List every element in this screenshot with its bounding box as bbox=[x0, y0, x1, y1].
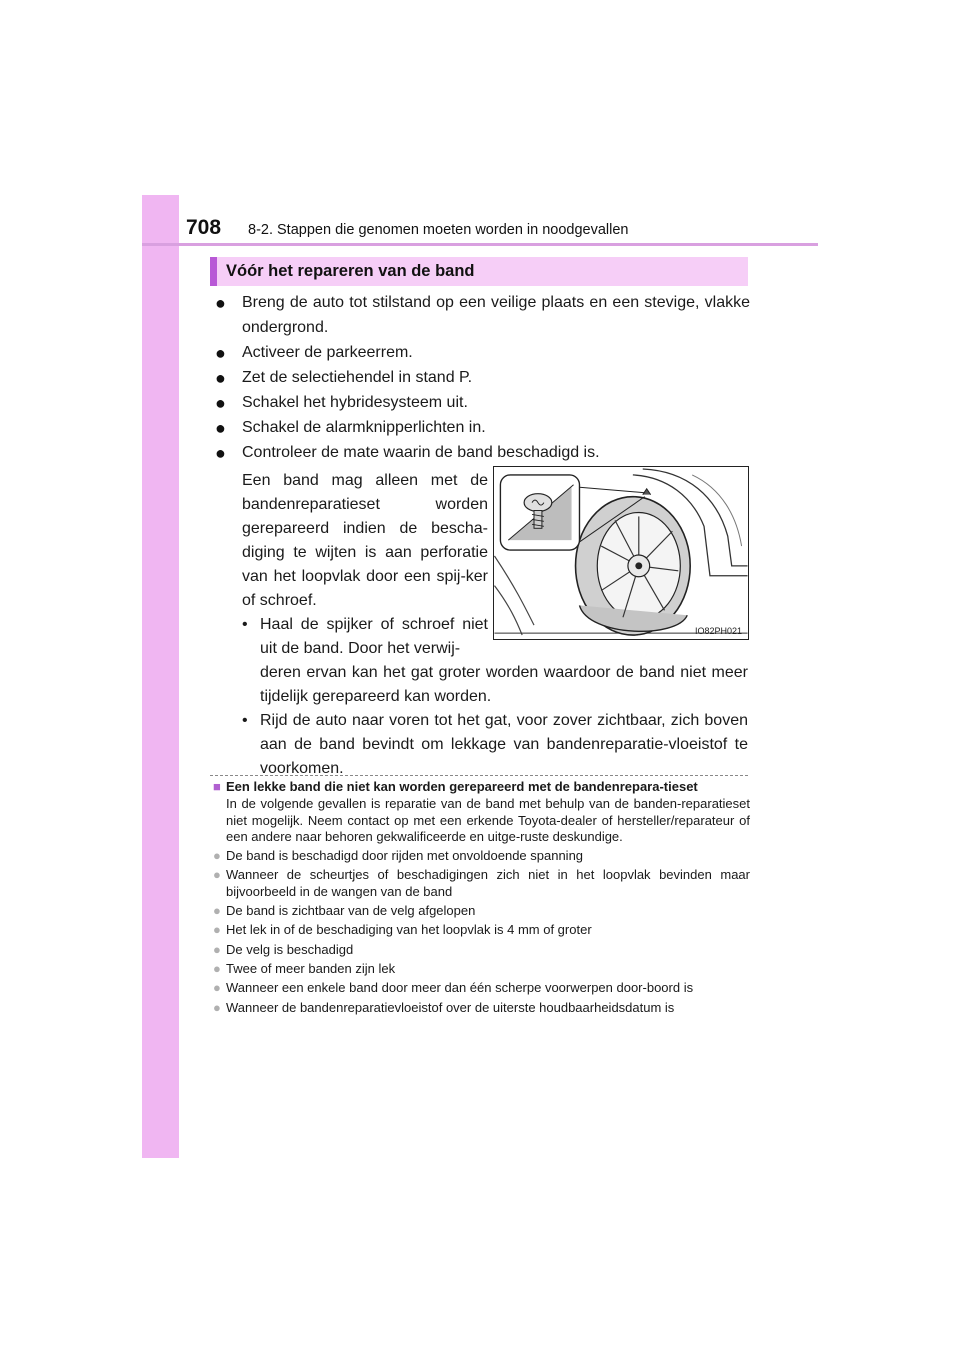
sub-item-remove-nail-continued: deren ervan kan het gat groter worden waardoor de band niet meer tijdelijk gerepareerd kan worden. bbox=[260, 664, 748, 705]
bullet-icon: ● bbox=[213, 980, 221, 996]
section-divider bbox=[210, 775, 748, 776]
sub-bullet-icon: • bbox=[242, 616, 248, 633]
note-list bbox=[213, 848, 750, 1016]
list-item: ● Activeer de parkeerrem. bbox=[215, 341, 750, 366]
list-item: ● Wanneer de bandenreparatievloeistof over de uiterste houdbaarheidsdatum is bbox=[213, 999, 675, 1015]
chapter-side-strip bbox=[142, 195, 179, 1158]
header-rule bbox=[142, 243, 818, 246]
list-item: ● Schakel de alarmknipperlichten in. bbox=[215, 416, 750, 441]
list-item: ● Schakel het hybridesysteem uit. bbox=[215, 391, 750, 416]
list-item: ● Zet de selectiehendel in stand P. bbox=[215, 366, 750, 391]
bullet-icon: ● bbox=[215, 392, 226, 413]
bullet-icon: ● bbox=[213, 867, 221, 883]
list-item: ● De band is beschadigd door rijden met onvoldoende spanning bbox=[213, 848, 584, 864]
list-item: ● Breng de auto tot stilstand op een veilige plaats en een stevige, vlakke ondergrond. bbox=[215, 293, 750, 336]
tire-illustration-svg bbox=[494, 467, 748, 639]
bullet-icon: ● bbox=[213, 922, 221, 938]
bullet-icon: ● bbox=[215, 442, 226, 463]
note-block bbox=[213, 779, 750, 1019]
bullet-icon: ● bbox=[215, 342, 226, 363]
repair-condition-text: Een band mag alleen met de bandenreparatieset worden gerepareerd indien de bescha-diging te wijten is aan perforatie van het loopvlak door een spij-ker of schroef. bbox=[242, 472, 488, 609]
bullet-icon: ● bbox=[213, 903, 221, 919]
list-item: ● Het lek in of de beschadiging van het loopvlak is 4 mm of groter bbox=[213, 922, 592, 938]
list-item: ● De band is zichtbaar van de velg afgelopen bbox=[213, 903, 476, 919]
list-item: ● De velg is beschadigd bbox=[213, 941, 354, 957]
page-number: 708 bbox=[186, 216, 222, 239]
list-item: ● Controleer de mate waarin de band beschadigd is. bbox=[215, 441, 750, 466]
bullet-icon: ● bbox=[213, 999, 221, 1015]
square-marker-icon: ■ bbox=[213, 779, 221, 794]
section-title: 8-2. Stappen die genomen moeten worden in noodgevallen bbox=[248, 222, 629, 238]
bullet-icon: ● bbox=[213, 960, 221, 976]
section-heading: Vóór het repareren van de band bbox=[226, 262, 475, 280]
bullet-icon: ● bbox=[215, 417, 226, 438]
list-item: ● Wanneer de scheurtjes of beschadigingen zich niet in het loopvlak bevinden maar bijvoorbeeld in de wangen van de band bbox=[213, 867, 750, 899]
note-body: In de volgende gevallen is reparatie van de band met behulp van de banden-reparatieset niet mogelijk. Neem contact op met een erkende Toyota-dealer of hersteller/reparateur of een andere naar behoren gekwalificeerde en uitge-ruste deskundige. bbox=[226, 796, 750, 844]
tire-puncture-illustration bbox=[493, 466, 749, 640]
sub-item-drive-forward: • Rijd de auto naar voren tot het gat, voor zover zichtbaar, zich boven aan de band bevindt om lekkage van bandenreparatie-vloeistof te voorkomen. bbox=[260, 709, 748, 781]
note-title: ■ Een lekke band die niet kan worden gerepareerd met de bandenrepara-tieset bbox=[213, 779, 698, 794]
list-item: ● Wanneer een enkele band door meer dan één scherpe voorwerpen door-boord is bbox=[213, 980, 694, 996]
bullet-icon: ● bbox=[213, 941, 221, 957]
list-item: ● Twee of meer banden zijn lek bbox=[213, 960, 396, 976]
sub-item-remove-nail: • Haal de spijker of schroef niet uit de band. Door het verwij- bbox=[260, 613, 488, 661]
bullet-icon: ● bbox=[215, 367, 226, 388]
bullet-icon: ● bbox=[215, 293, 226, 313]
heading-accent bbox=[210, 257, 217, 286]
figure-code: IO82PH021 bbox=[694, 626, 742, 636]
sub-bullet-icon: • bbox=[242, 712, 248, 729]
bullet-icon: ● bbox=[213, 848, 221, 864]
preparation-list bbox=[215, 291, 750, 466]
